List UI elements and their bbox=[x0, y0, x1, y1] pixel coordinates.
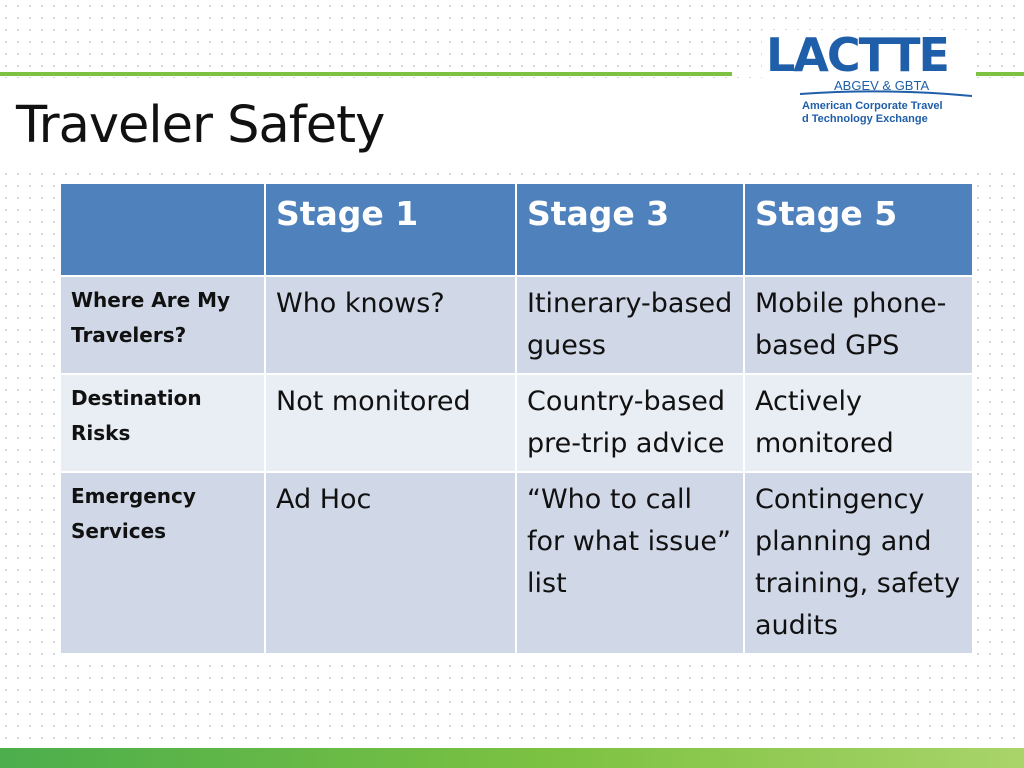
header-stage-5: Stage 5 bbox=[744, 183, 973, 276]
table-cell: Country-based pre-trip advice bbox=[516, 374, 744, 472]
header-stage-3: Stage 3 bbox=[516, 183, 744, 276]
table-cell: Actively monitored bbox=[744, 374, 973, 472]
table-cell: Ad Hoc bbox=[265, 472, 516, 654]
table-cell: Mobile phone-based GPS bbox=[744, 276, 973, 374]
logo-brand: LACTTE bbox=[766, 28, 948, 82]
header-corner-cell bbox=[60, 183, 265, 276]
logo-tagline-line1: American Corporate Travel bbox=[802, 100, 943, 112]
row-label-emergency-services: Emergency Services bbox=[60, 472, 265, 654]
table-cell: Not monitored bbox=[265, 374, 516, 472]
top-rule-left bbox=[0, 72, 732, 76]
table-cell: Who knows? bbox=[265, 276, 516, 374]
logo-subbrand: ABGEV & GBTA bbox=[834, 78, 930, 93]
row-label-destination-risks: Destination Risks bbox=[60, 374, 265, 472]
row-label-where-are-my-travelers: Where Are My Travelers? bbox=[60, 276, 265, 374]
logo-tagline-line2: d Technology Exchange bbox=[802, 113, 928, 125]
bottom-accent-bar bbox=[0, 748, 1024, 768]
table-row bbox=[60, 374, 973, 472]
table-cell: “Who to call for what issue” list bbox=[516, 472, 744, 654]
table-header-row bbox=[60, 183, 973, 276]
table-row bbox=[60, 472, 973, 654]
lactte-logo bbox=[762, 30, 976, 130]
logo-swoosh-icon bbox=[800, 90, 972, 98]
table-cell: Contingency planning and training, safety audits bbox=[744, 472, 973, 654]
table-cell: Itinerary-based guess bbox=[516, 276, 744, 374]
header-stage-1: Stage 1 bbox=[265, 183, 516, 276]
safety-stages-table bbox=[59, 182, 974, 655]
table-row bbox=[60, 276, 973, 374]
slide-title: Traveler Safety bbox=[16, 96, 385, 155]
logo-tagline bbox=[802, 100, 943, 126]
